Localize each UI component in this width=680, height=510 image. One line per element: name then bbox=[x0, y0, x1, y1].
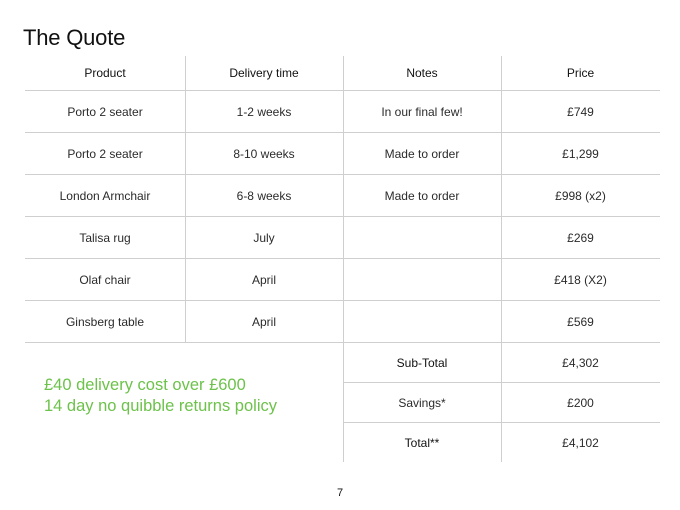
cell-delivery-time: 8-10 weeks bbox=[233, 146, 295, 161]
column-header-price: Price bbox=[566, 66, 595, 80]
column-header-product: Product bbox=[84, 66, 126, 80]
cell-notes: In our final few! bbox=[381, 104, 463, 119]
cell-notes: Made to order bbox=[384, 188, 460, 203]
page-number: 7 bbox=[336, 487, 344, 499]
cell-price: £269 bbox=[567, 230, 594, 245]
cell-notes bbox=[343, 217, 501, 258]
cell-delivery-time: July bbox=[253, 230, 275, 245]
cell-notes: Made to order bbox=[384, 146, 460, 161]
cell-price: £569 bbox=[567, 314, 594, 329]
total-value: £4,102 bbox=[562, 435, 599, 450]
delivery-cost-note: £40 delivery cost over £600 bbox=[44, 376, 246, 394]
cell-product: Porto 2 seater bbox=[67, 104, 143, 119]
page-title: The Quote bbox=[23, 25, 126, 50]
column-header-notes: Notes bbox=[406, 66, 438, 80]
total-label: Total** bbox=[404, 435, 440, 450]
cell-product: London Armchair bbox=[59, 188, 151, 203]
cell-product: Olaf chair bbox=[79, 272, 131, 287]
subtotal-label: Sub-Total bbox=[396, 355, 448, 370]
cell-product: Ginsberg table bbox=[65, 314, 145, 329]
returns-policy-note: 14 day no quibble returns policy bbox=[44, 397, 277, 415]
savings-label: Savings* bbox=[398, 395, 446, 410]
cell-price: £418 (X2) bbox=[554, 272, 607, 287]
cell-product: Talisa rug bbox=[79, 230, 131, 245]
column-header-delivery-time: Delivery time bbox=[229, 66, 299, 80]
cell-price: £749 bbox=[567, 104, 594, 119]
cell-price: £998 (x2) bbox=[555, 188, 606, 203]
cell-notes bbox=[343, 259, 501, 300]
cell-product: Porto 2 seater bbox=[67, 146, 143, 161]
cell-price: £1,299 bbox=[562, 146, 599, 161]
cell-delivery-time: April bbox=[251, 272, 276, 287]
delivery-returns-note bbox=[44, 375, 277, 417]
cell-delivery-time: 6-8 weeks bbox=[236, 188, 292, 203]
subtotal-value: £4,302 bbox=[562, 355, 599, 370]
cell-delivery-time: 1-2 weeks bbox=[236, 104, 292, 119]
savings-value: £200 bbox=[567, 395, 594, 410]
cell-notes bbox=[343, 301, 501, 342]
cell-delivery-time: April bbox=[251, 314, 276, 329]
